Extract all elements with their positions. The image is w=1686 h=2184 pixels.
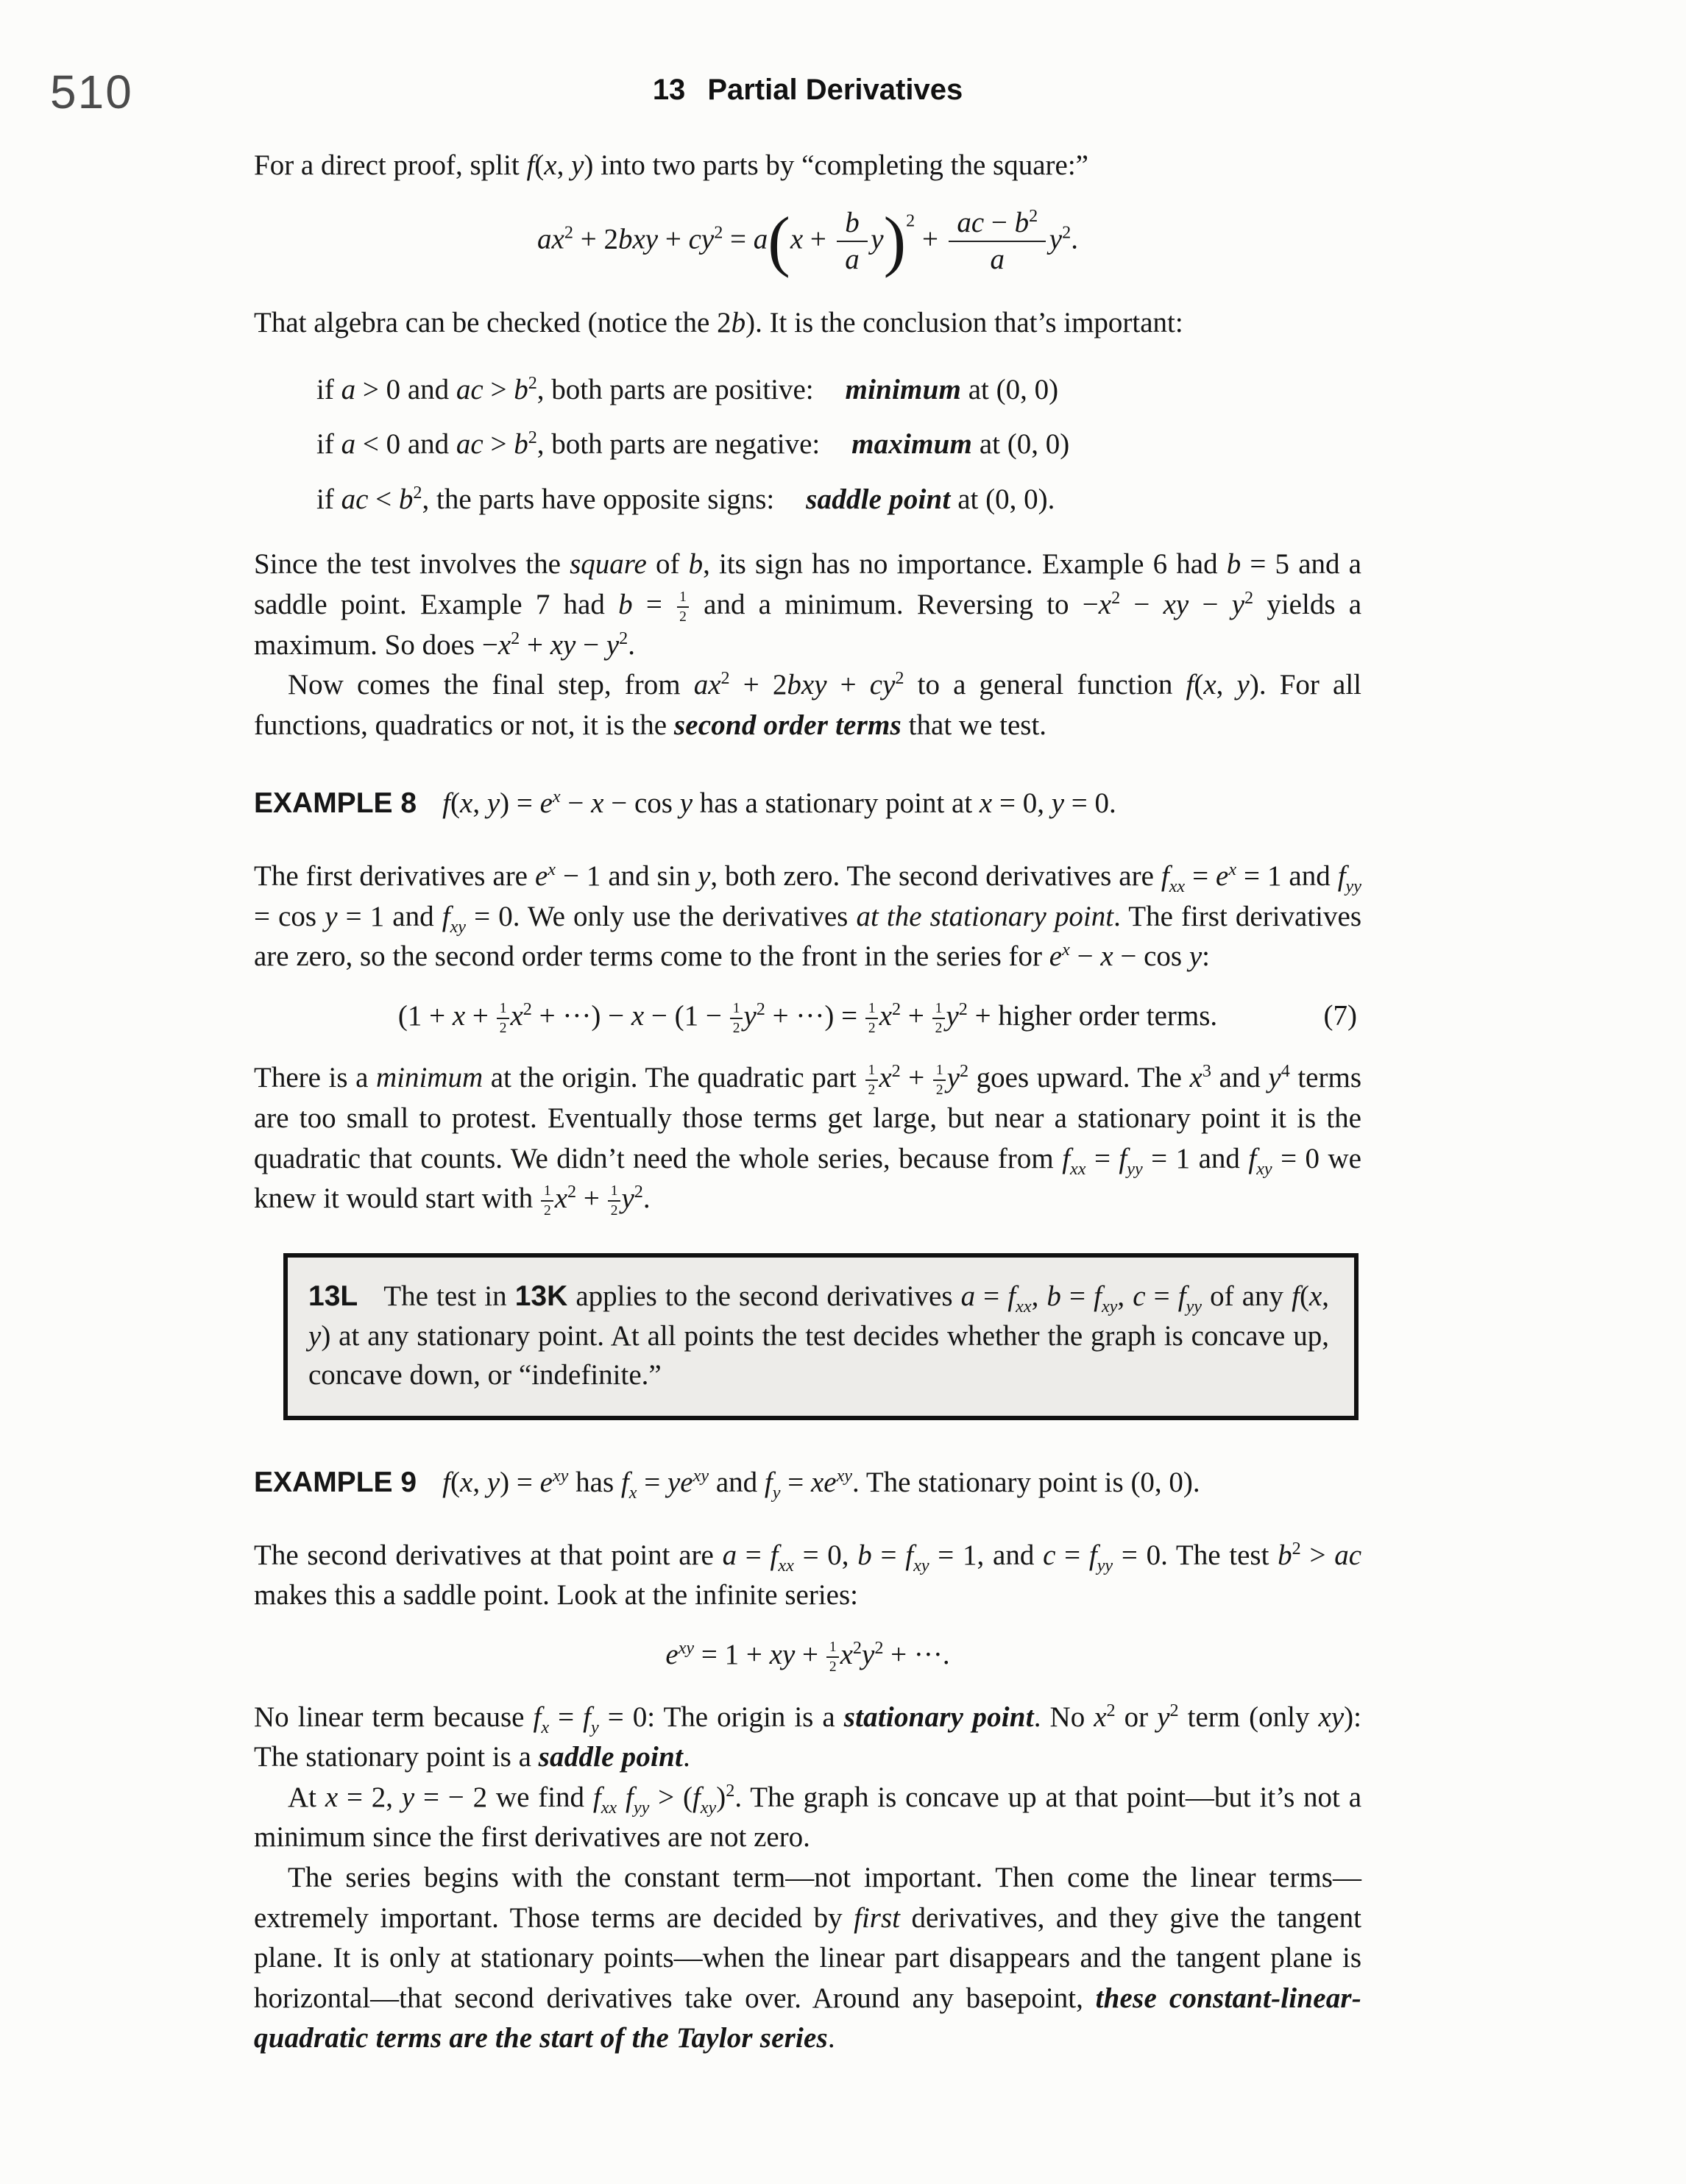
example-9-discussion: The second derivatives at that point are $a = f_{xx} = 0$, $b = f_{xy} = 1$, and $c = f_{yy} = 0$. The test $b^2$ > ac makes this a saddle point. Look at the infinite series: [254,1538,1362,1612]
conditions-list [316,370,1361,520]
completing-square-equation: $ax^2 + 2bxy + cy^2 = a(x$ + $\frac{b}{a}$ y)$^2$ + $\frac{ac - b^2}{a}$ $y^2$. [537,202,1078,278]
minimum-at-origin-paragraph: There is a minimum at the origin. The quadratic part $\frac{1}{2}$ $x^2$ + $\frac{1}{2}$ $y^2$ goes upward. The $x^3$ and $y^4$ terms are too small to protest. Eventually those terms get large, but near a stationary point it is the quadratic that counts. We didn’t need the whole series, because from $f_{xx} = f_{yy} = 1$ and $f_{xy} = 0$ we knew it would start with $\frac{1}{2}$ $x^2$ + $\frac{1}{2}$ $y^2$. [254,1061,1361,1219]
example-8-discussion: The first derivatives are $e^x - 1$ and sin y, both zero. The second derivatives are $f_{xx} = e^x = 1$ and $f_{yy} = \cos y = 1$ and $f_{xy} = 0$. We only use the derivatives at the stationary point. The first derivatives are zero, so the second order terms come to the front in the series for $e^x - x - \cos y$: [254,859,1362,973]
concave-up-paragraph: At x = 2, y = − 2 we find $f_{xx}$ $f_{yy} > (f_{xy})^2$. The graph is concave up at that point—but it’s not a minimum since the first derivatives are not zero. [254,1780,1362,1854]
box-label: 13L [308,1280,358,1312]
condition-maximum: if a < 0 and ac > $b^2$, both parts are negative: maximum at (0, 0) [316,428,1070,461]
condition-minimum: if a > 0 and ac > $b^2$, both parts are positive: minimum at (0, 0) [316,372,1059,405]
equation-7-body: (1 + x + $\frac{1}{2}$ $x^2$ + ···) − x − (1 − $\frac{1}{2}$ $y^2$ + ···) = $\frac{1}{2}$ $x^2$ + $\frac{1}{2}$ $y^2$ + higher order terms. [397,999,1218,1036]
page-number: 510 [50,65,133,118]
example-9-label: EXAMPLE 9 [254,1467,417,1499]
key-idea-box-13L [283,1253,1359,1420]
chapter-number: 13 [652,74,686,106]
equation-7 [254,996,1361,1037]
example-8-label: EXAMPLE 8 [254,787,417,820]
example-9-heading [254,1463,1361,1503]
intro-paragraph: For a direct proof, split f(x, y) into two parts by “completing the square:” [254,149,1088,181]
key-idea-text [308,1277,1329,1395]
algebra-paragraph: That algebra can be checked (notice the 2b). It is the conclusion that’s important: [254,307,1183,339]
final-step-paragraph: Now comes the final step, from $ax^2 + 2bxy + cy^2$ to a general function f(x, y). For all functions, quadratics or not, it is the second order terms that we test. [254,668,1362,741]
exponential-series-equation: $e^{xy} = 1$ + xy + $\frac{1}{2}$ $x^2y^2$ + ···. [665,1638,950,1675]
square-of-b-paragraph: Since the test involves the square of b, its sign has no importance. Example 6 had b = 5 and a saddle point. Example 7 had b = $\frac{1}{2}$ and a minimum. Reversing to $-x^2$ − xy − $y^2$ yields a maximum. So does $-x^2$ + xy − $y^2$. [254,548,1362,661]
taylor-series-paragraph: The series begins with the constant term—not important. Then come the linear terms—extremely important. Those terms are decided by first derivatives, and they give the tangent plane. It is only at stationary points—when the linear part disappears and the tangent plane is horizontal—that second derivatives take over. Around any basepoint, these constant-linear-quadratic terms are the start of the Taylor series. [254,1861,1362,2054]
example-9-statement: f(x, $y) = e^{xy}$ has $f_x = ye^{xy}$ and $f_y = xe^{xy}$. The stationary point is (0, 0). [442,1466,1200,1503]
no-linear-term-paragraph: No linear term because $f_x = f_y = 0$: The origin is a stationary point. No $x^2$ or $y^2$ term (only xy): The stationary point is a saddle point. [254,1700,1361,1773]
chapter-header [254,74,1361,107]
text-column [254,146,1361,2059]
example-8-statement: f(x, $y) = e^x - x - \cos y$ has a stationary point at x = 0, y = 0. [442,787,1116,820]
example-8-heading [254,784,1361,824]
equation-7-number: (7) [1323,999,1357,1032]
chapter-title: Partial Derivatives [707,74,963,106]
condition-saddle: if ac < $b^2$, the parts have opposite signs: saddle point at (0, 0). [316,482,1055,515]
box-body: The test in 13K applies to the second derivatives $a = f_{xx}$, $b = f_{xy}$, $c = f_{yy}$ of any f(x, y) at any stationary point. At all points the test decides whether the graph is concave up, concave down, or “indefinite.” [308,1280,1330,1391]
